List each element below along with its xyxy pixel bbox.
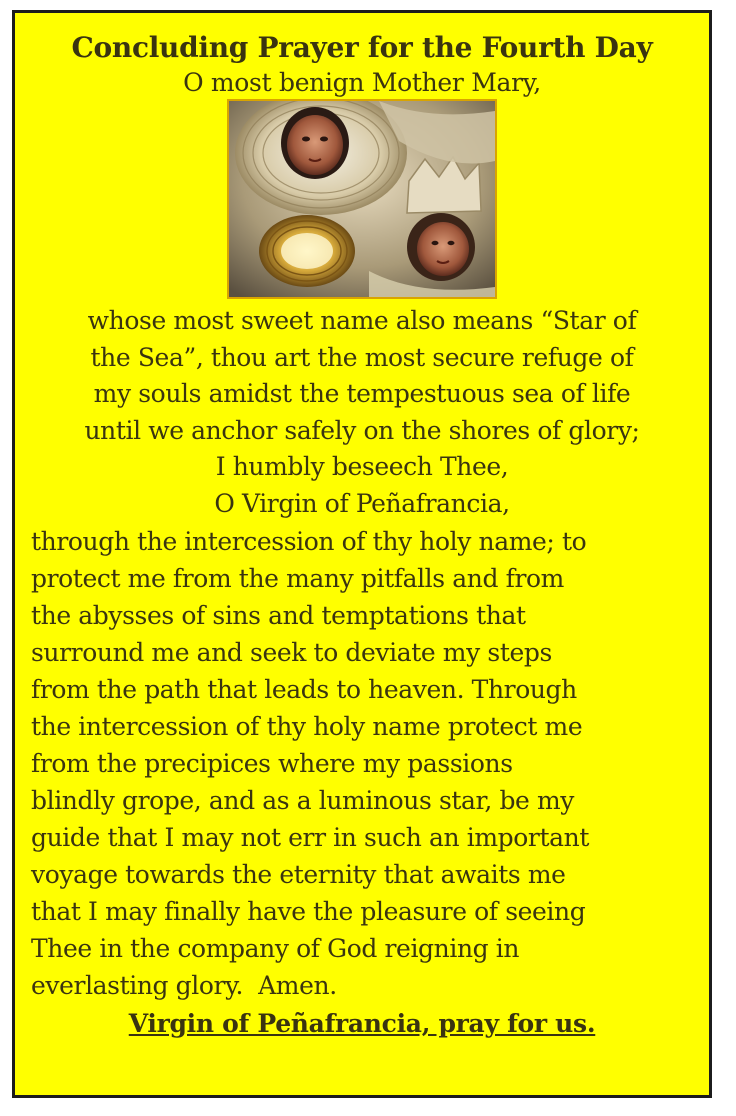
prayer-body xyxy=(31,523,693,1004)
closing-invocation: Virgin of Peñafrancia, pray for us. xyxy=(128,1009,596,1038)
prayer-line: I humbly beseech Thee, xyxy=(215,452,509,481)
prayer-body-line: surround me and seek to deviate my steps xyxy=(31,638,552,667)
prayer-title: Concluding Prayer for the Fourth Day xyxy=(71,31,653,64)
prayer-line: until we anchor safely on the shores of glory; xyxy=(84,415,640,445)
prayer-line: the Sea”, thou art the most secure refuge of xyxy=(90,342,634,372)
prayer-body-line: everlasting glory. Amen. xyxy=(31,971,337,1000)
prayer-body-line: guide that I may not err in such an important xyxy=(31,823,589,852)
prayer-card xyxy=(12,10,712,1098)
prayer-line: O Virgin of Peñafrancia, xyxy=(214,488,510,518)
prayer-body-line: that I may finally have the pleasure of seeing xyxy=(31,897,586,926)
prayer-body-line: from the path that leads to heaven. Through xyxy=(31,675,577,704)
prayer-body-line: protect me from the many pitfalls and from xyxy=(31,564,564,593)
virgin-image xyxy=(227,99,497,299)
prayer-body-line: voyage towards the eternity that awaits me xyxy=(31,860,566,889)
prayer-body-line: Thee in the company of God reigning in xyxy=(31,934,520,963)
prayer-salutation: O most benign Mother Mary, xyxy=(183,68,541,97)
prayer-body-line: from the precipices where my passions xyxy=(31,749,513,778)
prayer-body-line: the abysses of sins and temptations that xyxy=(31,601,526,630)
prayer-line: my souls amidst the tempestuous sea of life xyxy=(93,379,631,408)
prayer-body-line: the intercession of thy holy name protect me xyxy=(31,712,583,741)
prayer-body-line: blindly grope, and as a luminous star, be my xyxy=(31,786,575,815)
virgin-image-drawing xyxy=(229,101,495,297)
prayer-line: whose most sweet name also means “Star of xyxy=(87,306,637,335)
prayer-opening-lines xyxy=(33,303,691,522)
prayer-body-line: through the intercession of thy holy name; to xyxy=(31,527,587,556)
